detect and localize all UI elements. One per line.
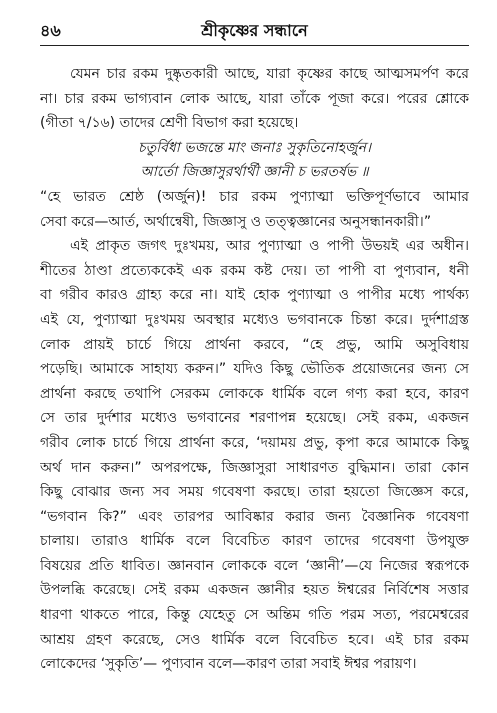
text-line: না। চার রকম ভাগ্যবান লোক আছে, যারা তাঁকে পূজা করে। পরের শ্লোকে [40,90,469,107]
page-header [40,18,469,44]
text-line: (গীতা ৭/১৬) তাদের শ্রেণী বিভাগ করা হয়েছে। [40,115,299,132]
text-line: চালায়। তারাও ধার্মিক বলে বিবেচিত কারণ তাদের গবেষণা উপযুক্ত [40,533,469,550]
text-line: “ভগবান কি?” এবং তারপর আবিষ্কার করার জন্য বৈজ্ঞানিক গবেষণা [40,508,469,525]
text-line: বিষয়ের প্রতি ধাবিত। জ্ঞানবান লোককে বলে ‘জ্ঞানী’—যে নিজের স্বরূপকে [40,557,469,574]
body-text [40,62,469,677]
text-line: আশ্রয় গ্রহণ করেছে, সেও ধার্মিক বলে বিবেচিত হবে। এই চার রকম [40,631,469,648]
text-line: লোক প্রায়ই চার্চে গিয়ে প্রার্থনা করবে, “হে প্রভু, আমি অসুবিধায় [40,336,469,353]
verse-line: আর্তো জিজ্ঞাসুরর্থার্থী জ্ঞানী চ ভরতর্ষভ ॥ [140,164,369,181]
text-line: সে তার দুর্দশার মধ্যেও ভগবানের শরণাপন্ন হয়েছে। সেই রকম, একজন [40,410,469,427]
verse-line: চতুর্বিধা ভজন্তে মাং জনাঃ সুকৃতিনোহর্জুন। [138,139,371,156]
text-line: এই প্রাকৃত জগৎ দুঃখময়, আর পুণ্যাত্মা ও পাপী উভয়ই এর অধীন। [70,238,469,255]
text-line: “হে ভারত শ্রেষ্ঠ (অর্জুন)! চার রকম পুণ্যাত্মা ভক্তিপূর্ণভাবে আমার [40,188,469,205]
text-line: যেমন চার রকম দুষ্কৃতকারী আছে, যারা কৃষ্ণের কাছে আত্মসমর্পণ করে [70,66,469,82]
text-line: বা গরীব কারও গ্রাহ্য করে না। যাই হোক পুণ্যাত্মা ও পাপীর মধ্যে পার্থক্য [40,287,469,304]
text-line: লোকেদের ‘সুকৃতি’— পুণ্যবান বলে—কারণ তারা সবাই ঈশ্বর পরায়ণ। [40,656,417,673]
text-line: উপলব্ধি করেছে। সেই রকম একজন জ্ঞানীর হয়ত ঈশ্বরের নির্বিশেষ সত্তার [40,582,469,599]
text-line: পড়েছি। আমাকে সাহায্য করুন।” যদিও কিছু ভৌতিক প্রয়োজনের জন্য সে [40,361,469,378]
text-line: এই যে, পুণ্যাত্মা দুঃখময় অবস্থার মধ্যেও ভগবানকে চিন্তা করে। দুর্দশাগ্রস্ত [40,311,469,328]
page-number: ৪৬ [40,21,61,40]
text-line: সেবা করে—আর্ত, অর্থান্বেষী, জিজ্ঞাসু ও তত্ত্বজ্ঞানের অনুসন্ধানকারী।” [40,213,432,230]
text-line: ধারণা থাকতে পারে, কিন্তু যেহেতু সে অন্তিম গতি পরম সত্য, পরমেশ্বরের [40,607,469,624]
text-line: শীতের ঠাণ্ডা প্রত্যেককেই এক রকম কষ্ট দেয়। তা পাপী বা পুণ্যবান, ধনী [40,262,469,279]
text-line: কিছু বোঝার জন্য সব সময় গবেষণা করছে। তারা হয়তো জিজ্ঞেস করে, [40,484,469,501]
running-title: শ্রীকৃষ্ণের সন্ধানে [201,21,308,40]
text-line: প্রার্থনা করছে তথাপি সেরকম লোককে ধার্মিক বলে গণ্য করা হবে, কারণ [40,385,469,402]
text-line: গরীব লোক চার্চে গিয়ে প্রার্থনা করে, ‘দয়াময় প্রভু, কৃপা করে আমাকে কিছু [40,434,469,451]
text-line: অর্থ দান করুন।” অপরপক্ষে, জিজ্ঞাসুরা সাধারণত বুদ্ধিমান। তারা কোন [40,459,469,476]
header-rule [40,45,469,46]
